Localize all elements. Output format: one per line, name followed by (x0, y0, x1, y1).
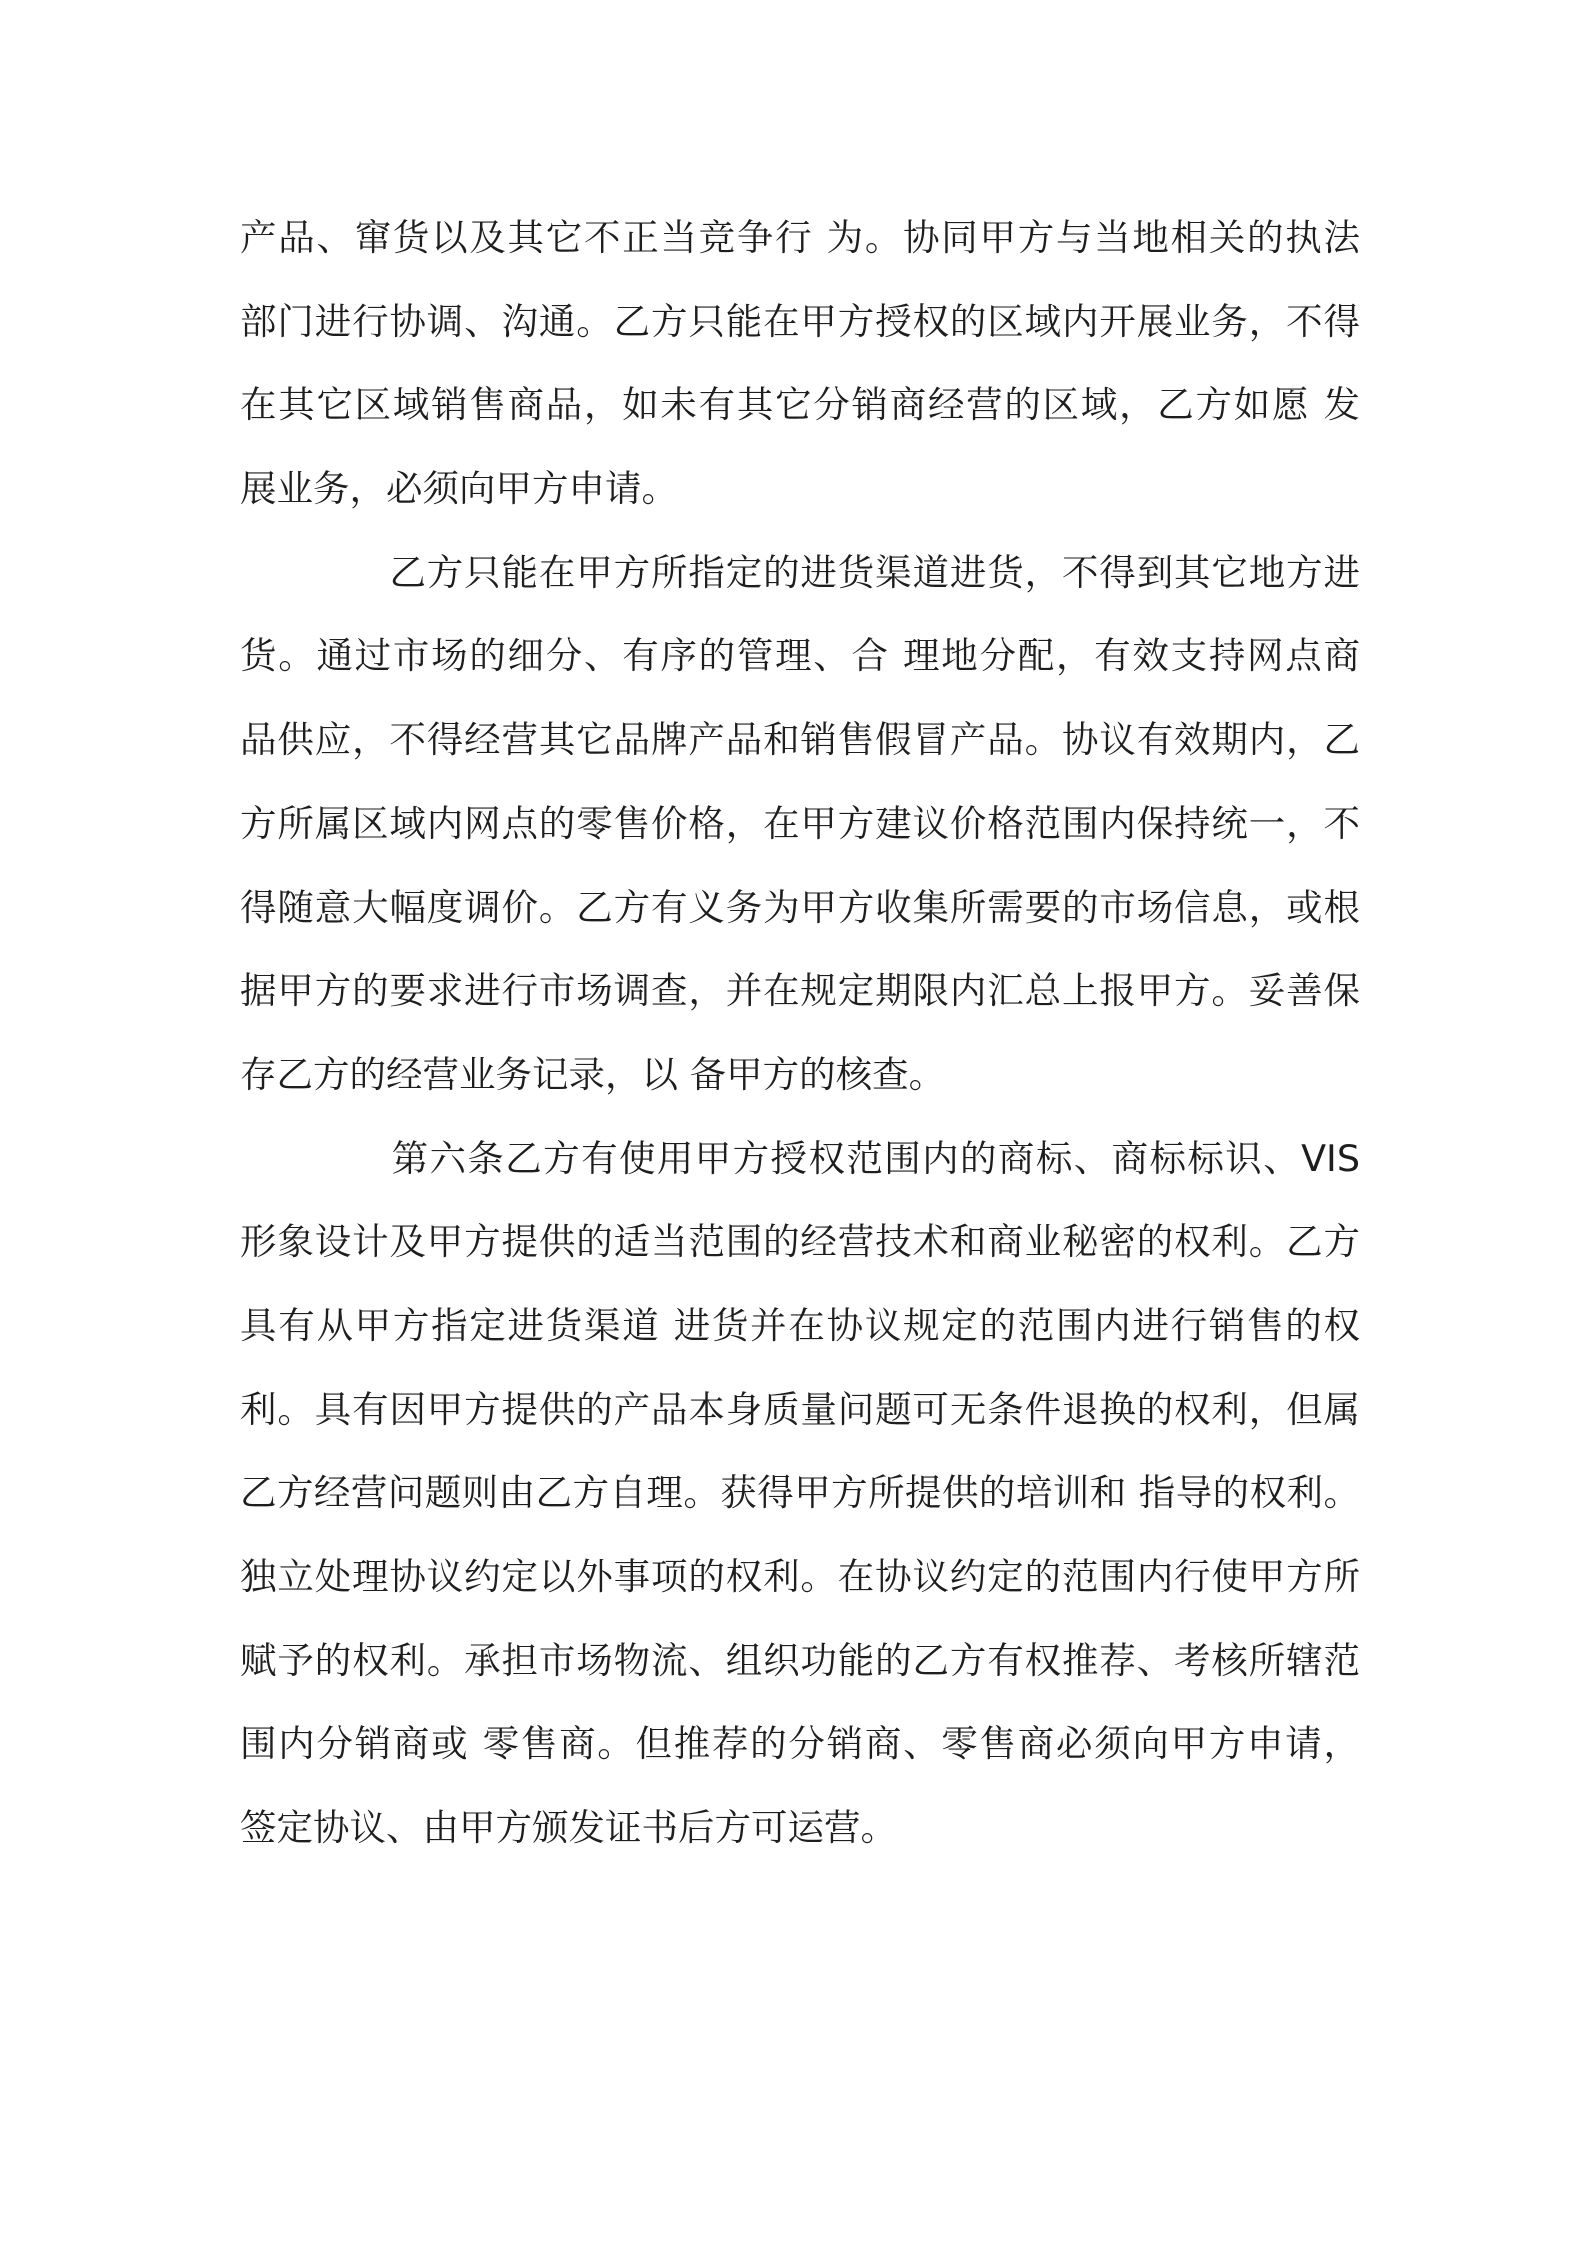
text-line: 货。通过市场的细分、有序的管理、合 理地分配，有效支持网点商 (240, 634, 1360, 678)
text-line: 具有从甲方指定进货渠道 进货并在协议规定的范围内进行销售的权 (240, 1303, 1360, 1347)
text-line: 形象设计及甲方提供的适当范围的经营技术和商业秘密的权利。乙方 (240, 1220, 1360, 1264)
text-line: 独立处理协议约定以外事项的权利。在协议约定的范围内行使甲方所 (240, 1555, 1360, 1598)
paragraph-1 (240, 196, 1360, 531)
text-line: 品供应，不得经营其它品牌产品和销售假冒产品。协议有效期内，乙 (240, 718, 1360, 762)
text-line: 存乙方的经营业务记录，以 备甲方的核查。 (240, 1052, 946, 1096)
text-line: 第六条乙方有使用甲方授权范围内的商标、商标标识、VIS (240, 1136, 1360, 1180)
text-line: 乙方只能在甲方所指定的进货渠道进货，不得到其它地方进 (240, 550, 1360, 594)
text-line: 利。具有因甲方提供的产品本身质量问题可无条件退换的权利，但属 (240, 1387, 1360, 1431)
text-line: 在其它区域销售商品，如未有其它分销商经营的区域，乙方如愿 发 (240, 383, 1360, 427)
text-line: 乙方经营问题则由乙方自理。获得甲方所提供的培训和 指导的权利。 (240, 1471, 1360, 1515)
paragraph-2 (240, 531, 1360, 1117)
text-line: 展业务，必须向甲方申请。 (240, 467, 678, 511)
text-line: 部门进行协调、沟通。乙方只能在甲方授权的区域内开展业务，不得 (240, 299, 1360, 343)
text-line: 签定协议、由甲方颁发证书后方可运营。 (240, 1806, 897, 1850)
text-line: 方所属区域内网点的零售价格，在甲方建议价格范围内保持统一，不 (240, 801, 1360, 845)
paragraph-3 (240, 1117, 1360, 1870)
text-line: 据甲方的要求进行市场调查，并在规定期限内汇总上报甲方。妥善保 (240, 969, 1360, 1013)
text-line: 围内分销商或 零售商。但推荐的分销商、零售商必须向甲方申请， (240, 1722, 1360, 1766)
text-line: 赋予的权利。承担市场物流、组织功能的乙方有权推荐、考核所辖范 (240, 1638, 1360, 1682)
text-line: 得随意大幅度调价。乙方有义务为甲方收集所需要的市场信息，或根 (240, 885, 1360, 929)
text-line: 产品、窜货以及其它不正当竞争行 为。协同甲方与当地相关的执法 (240, 216, 1360, 259)
body-text (240, 196, 1360, 1870)
